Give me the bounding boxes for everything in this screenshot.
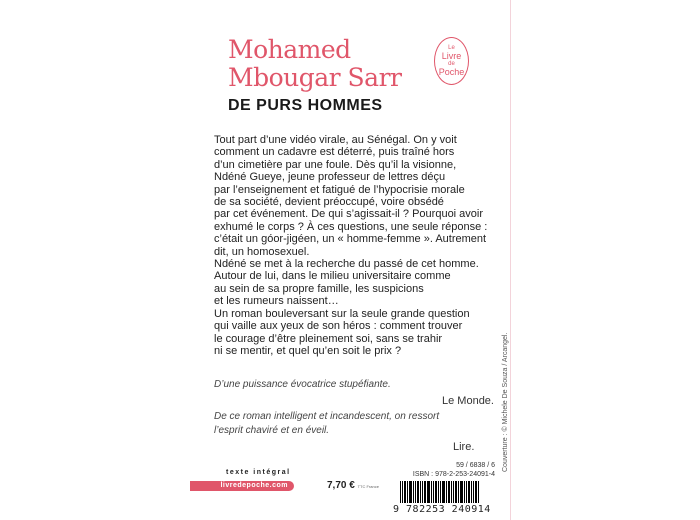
press-quote: De ce roman intelligent et incandescent, on ressort l’esprit chaviré et en éveil. [214,411,440,436]
barcode-bar [422,481,423,503]
barcode-bar [438,481,439,503]
isbn: ISBN : 978-2-253-24091-4 [412,471,495,478]
barcode-bar [427,481,430,503]
barcode-bar [460,481,463,503]
barcode-bar [473,481,474,503]
barcode-bar [442,481,445,503]
author-first-name: Mohamed [228,35,351,64]
logo-de: de [448,61,455,67]
barcode-bar [466,481,467,503]
livre-de-poche-logo [434,37,469,85]
barcode-bar [415,481,416,503]
barcode-bar [478,481,479,503]
barcode-bar [451,481,452,503]
logo-le: Le [448,45,455,51]
barcode-bar [407,481,408,503]
quote-source: Lire. [453,441,475,453]
blurb-text: Tout part d’une vidéo virale, au Sénégal. On y voit comment un cadavre est déterré, puis traîné hors d’un cimetière par une foule. Dès qu’il la visionne, Ndéné Gueye, jeune professeur de lettres déçu par l’enseignement et fatigué de l’hypocrisie morale de sa société, devient préoccupé, voire obsédé par cet événement. De qui s’agissait-il ? Pourquoi avoir exhumé le corps ? À ces questions, une seule réponse : c’était un góor-jigéen, un « homme-femme ». Autrement dit, un homosexuel. Ndéné se met à la recherche du passé de cet homme. Autour de lui, dans le milieu universitaire comme au sein de sa propre famille, les suspicions et les rumeurs naissent… Un roman bouleversant sur la seule grande question qui vaille aux yeux de son héros : comment trouver le courage d’être pleinement soi, sans se trahir ni se mentir, et quel qu’en soit le prix ? [214,134,488,357]
barcode-bar [448,481,450,503]
barcode-bar [471,481,472,503]
barcode-bar [433,481,434,503]
author-last-name: Mbougar Sarr [228,63,402,92]
spine-divider [510,0,511,520]
barcode-bar [420,481,421,503]
barcode-bar [455,481,457,503]
barcode-bar [440,481,441,503]
barcode-bar [409,481,412,503]
barcode-bar [417,481,419,503]
barcode-bar [431,481,432,503]
book-title: DE PURS HOMMES [228,97,383,114]
price [327,480,379,493]
isbn-block [395,461,495,479]
price-value: 7,70 € [327,480,355,491]
barcode-bar [453,481,454,503]
price-note: TTC France [357,484,379,489]
ean-number: 9 782253 240914 [393,504,491,515]
author-name [228,36,402,92]
texte-integral-label: texte intégral [226,469,291,476]
barcode-bar [402,481,403,503]
barcode-bar [435,481,437,503]
edition-code: 59 / 6838 / 6 [456,462,495,469]
website-link[interactable]: livredepoche.com [190,481,294,491]
barcode-bar [458,481,459,503]
barcode-bar [413,481,414,503]
logo-poche: Poche [438,67,465,77]
quote-source: Le Monde. [442,395,494,407]
barcode-bar [468,481,470,503]
cover-credit: Couverture : © Michele De Souza / Arcangel. [502,332,509,472]
press-quote: D’une puissance évocatrice stupéfiante. [214,379,391,390]
logo-livre: Livre [441,51,462,61]
barcode-bar [475,481,477,503]
barcode [400,481,495,503]
barcode-bar [424,481,426,503]
barcode-bar [464,481,465,503]
barcode-bar [400,481,401,503]
barcode-bar [446,481,447,503]
barcode-bar [404,481,406,503]
